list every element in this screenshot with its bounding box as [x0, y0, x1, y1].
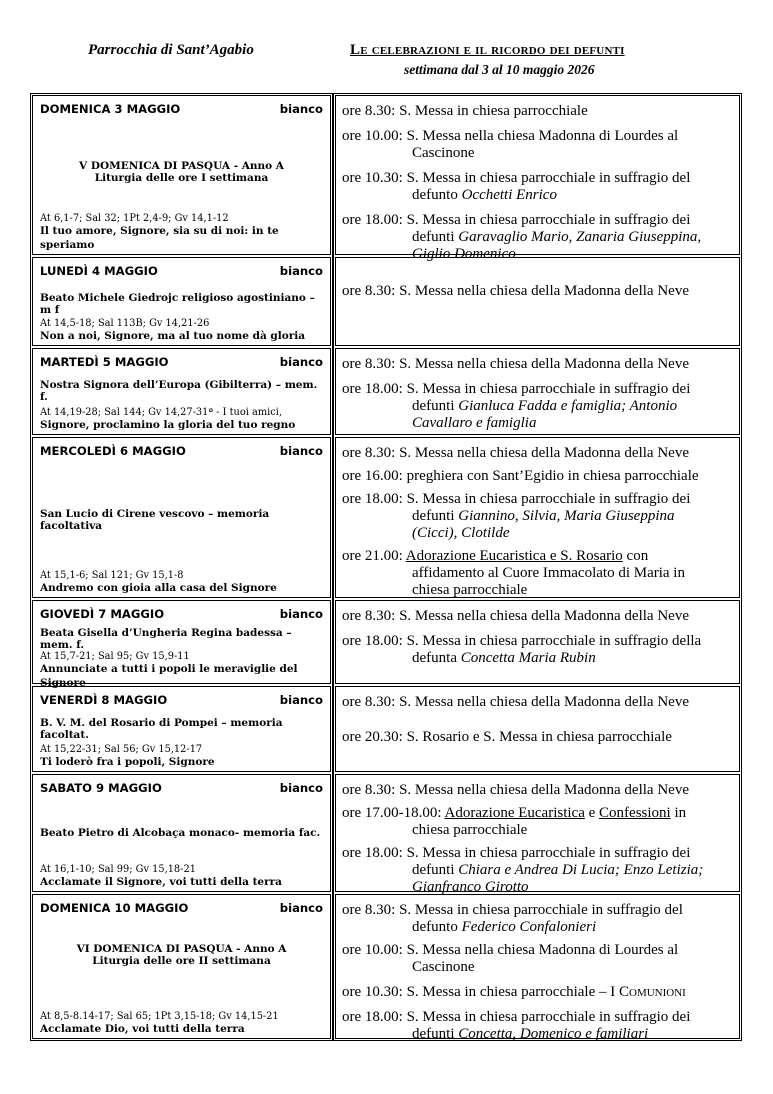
page-title: Le celebrazioni e il ricordo dei defunti [350, 42, 625, 58]
event-text: S. Messa in chiesa parrocchiale in suffragio del [406, 170, 691, 186]
event-time: ore 8.30: [342, 356, 396, 372]
readings: At 14,19-28; Sal 144; Gv 14,27-31ª - I tuoi amici, [40, 406, 282, 418]
day-row [31, 685, 741, 773]
event-item [336, 691, 739, 712]
event-text-line2: defunti [412, 862, 459, 878]
event-text-line2: defunto [412, 919, 462, 935]
event-item [336, 842, 739, 897]
feast-name: V DOMENICA DI PASQUA - Anno A [79, 160, 284, 172]
feast-name: Beato Michele Giedrojc religioso agostiniano – m f [40, 292, 315, 316]
schedule-table [30, 93, 742, 1041]
liturgy-hours: Liturgia delle ore I settimana [94, 172, 269, 184]
event-text: con [622, 548, 649, 564]
events-box [335, 600, 740, 684]
event-text: S. Messa in chiesa parrocchiale in suffragio dei [406, 381, 691, 397]
event-text: S. Messa in chiesa parrocchiale – [406, 984, 611, 1000]
event-text: S. Messa nella chiesa della Madonna della Neve [399, 356, 689, 372]
events-box [335, 348, 740, 435]
readings: At 14,5-18; Sal 113B; Gv 14,21-26 [40, 317, 210, 329]
event-item [336, 545, 739, 600]
readings: At 6,1-7; Sal 32; 1Pt 2,4-9; Gv 14,1-12 [40, 212, 229, 224]
events-box [335, 774, 740, 895]
event-text-line3: chiesa parrocchiale [412, 582, 528, 598]
event-item [336, 353, 739, 374]
event-time: ore 8.30: [342, 283, 396, 299]
event-time: ore 21.00: [342, 548, 403, 564]
liturgical-color: bianco [279, 355, 323, 369]
event-item [336, 1006, 739, 1044]
event-item [336, 100, 739, 121]
liturgy-box [32, 95, 331, 255]
deceased-names-line2: Cavallaro e famiglia [412, 415, 537, 431]
deceased-names: Federico Confalonieri [461, 919, 597, 935]
liturgy-box [32, 348, 331, 435]
feast-name: Beato Pietro di Alcobaça monaco- memoria fac. [40, 827, 321, 839]
event-time: ore 18.00: [342, 1009, 403, 1025]
event-text-line2: chiesa parrocchiale [412, 822, 528, 838]
event-item [336, 726, 739, 747]
deceased-names: Occhetti Enrico [461, 187, 557, 203]
event-item [336, 442, 739, 463]
deceased-names-line2: Gianfranco Girotto [412, 879, 529, 895]
events-box [335, 95, 740, 262]
liturgical-color: bianco [279, 901, 323, 915]
deceased-names: Giannino, Silvia, Maria Giuseppina [458, 508, 675, 524]
readings: At 16,1-10; Sal 99; Gv 15,18-21 [40, 863, 196, 875]
event-item [336, 378, 739, 433]
day-row [31, 256, 741, 347]
deceased-names: Concetta, Domenico e familiari [458, 1026, 649, 1042]
event-time: ore 8.30: [342, 103, 396, 119]
day-row [31, 436, 741, 599]
psalm-response: Acclamate Dio, voi tutti della terra [40, 1022, 245, 1035]
event-text-line2: defunti [412, 508, 459, 524]
event-time: ore 8.30: [342, 782, 396, 798]
event-text-line2: defunto [412, 187, 462, 203]
psalm-response: Acclamate il Signore, voi tutti della terra [40, 875, 282, 888]
underlined-text: Confessioni [599, 805, 671, 821]
event-text-line2: Cascinone [412, 145, 475, 161]
liturgy-hours: Liturgia delle ore II settimana [92, 955, 271, 967]
psalm-response: Non a noi, Signore, ma al tuo nome dà gloria [40, 329, 306, 342]
deceased-names: Garavaglio Mario, Zanaria Giuseppina, [458, 229, 702, 245]
event-time: ore 10.00: [342, 942, 403, 958]
deceased-names: Concetta Maria Rubin [460, 650, 596, 666]
event-time: ore 10.00: [342, 128, 403, 144]
event-item [336, 465, 739, 486]
event-text-line2: affidamento al Cuore Immacolato di Maria in [412, 565, 685, 581]
event-text: S. Messa nella chiesa della Madonna della Neve [399, 283, 689, 299]
feast-name: San Lucio di Cirene vescovo – memoria facoltativa [40, 508, 270, 532]
underlined-text: Adorazione Eucaristica [444, 805, 585, 821]
event-item [336, 209, 739, 264]
event-time: ore 18.00: [342, 491, 403, 507]
event-item [336, 779, 739, 800]
event-time: ore 10.30: [342, 984, 403, 1000]
event-time: ore 18.00: [342, 845, 403, 861]
week-range: settimana dal 3 al 10 maggio 2026 [404, 62, 595, 77]
deceased-names-line2: (Cicci), Clotilde [412, 525, 510, 541]
event-text: S. Messa in chiesa parrocchiale in suffragio dei [406, 212, 691, 228]
day-row [31, 893, 741, 1040]
event-time: ore 8.30: [342, 608, 396, 624]
day-date: SABATO 9 MAGGIO [40, 781, 162, 795]
event-item [336, 488, 739, 543]
event-text: S. Messa in chiesa parrocchiale in suffragio dei [406, 845, 691, 861]
event-time: ore 18.00: [342, 381, 403, 397]
event-text: S. Messa in chiesa parrocchiale in suffragio dei [406, 491, 691, 507]
liturgy-box [32, 437, 331, 598]
liturgy-box [32, 774, 331, 892]
event-text: S. Messa in chiesa parrocchiale in suffragio dei [406, 1009, 691, 1025]
event-text: S. Messa nella chiesa della Madonna della Neve [399, 445, 689, 461]
events-box [335, 686, 740, 772]
event-item [336, 605, 739, 626]
event-text: S. Messa nella chiesa Madonna di Lourdes al [406, 942, 679, 958]
event-text: S. Messa nella chiesa della Madonna della Neve [399, 608, 689, 624]
day-row [31, 773, 741, 893]
liturgy-box [32, 894, 331, 1039]
deceased-names: Chiara e Andrea Di Lucia; Enzo Letizia; [458, 862, 704, 878]
psalm-response: Andremo con gioia alla casa del Signore [40, 581, 277, 594]
readings: At 8,5-8.14-17; Sal 65; 1Pt 3,15-18; Gv 14,15-21 [40, 1010, 279, 1022]
event-text: S. Rosario e S. Messa in chiesa parrocchiale [406, 729, 672, 745]
event-item [336, 981, 739, 1002]
event-text-line2: defunti [412, 1026, 459, 1042]
event-item [336, 899, 739, 937]
psalm-response: Annunciate a tutti i popoli le meraviglie del Signore [40, 663, 298, 690]
day-row [31, 599, 741, 685]
readings: At 15,22-31; Sal 56; Gv 15,12-17 [40, 743, 203, 755]
psalm-response: Ti loderò fra i popoli, Signore [40, 755, 215, 768]
event-text: preghiera con Sant’Egidio in chiesa parrocchiale [406, 468, 699, 484]
liturgy-box [32, 257, 331, 346]
event-text: S. Messa in chiesa parrocchiale in suffragio della [406, 633, 702, 649]
event-time: ore 8.30: [342, 902, 396, 918]
event-text: S. Messa in chiesa parrocchiale [399, 103, 588, 119]
readings: At 15,7-21; Sal 95; Gv 15,9-11 [40, 651, 190, 662]
liturgy-box [32, 600, 331, 690]
feast-name: B. V. M. del Rosario di Pompei – memoria facoltat. [40, 717, 283, 741]
events-box [335, 437, 740, 598]
event-time: ore 8.30: [342, 694, 396, 710]
event-item [336, 630, 739, 668]
event-item [336, 802, 739, 840]
event-time: ore 16.00: [342, 468, 403, 484]
day-row [31, 347, 741, 436]
event-item [336, 939, 739, 977]
underlined-text: Adorazione Eucaristica e S. Rosario [405, 548, 623, 564]
parish-name: Parrocchia di Sant’Agabio [88, 42, 254, 58]
psalm-response: Il tuo amore, Signore, sia su di noi: in te speriamo [40, 224, 279, 251]
event-text-line2: Cascinone [412, 959, 475, 975]
liturgical-color: bianco [279, 693, 323, 707]
liturgical-color: bianco [279, 607, 323, 621]
event-item [336, 280, 739, 301]
liturgy-box [32, 686, 331, 772]
event-text-line2: defunti [412, 398, 459, 414]
event-time: ore 17.00-18.00: [342, 805, 442, 821]
liturgical-color: bianco [279, 444, 323, 458]
event-text-smallcaps: I Comunioni [610, 984, 686, 1000]
day-date: GIOVEDÌ 7 MAGGIO [40, 607, 165, 621]
events-box [335, 894, 740, 1042]
day-date: LUNEDÌ 4 MAGGIO [40, 264, 158, 278]
event-time: ore 20.30: [342, 729, 403, 745]
readings: At 15,1-6; Sal 121; Gv 15,1-8 [40, 569, 184, 581]
event-text: S. Messa nella chiesa Madonna di Lourdes al [406, 128, 679, 144]
event-item [336, 125, 739, 163]
liturgical-color: bianco [279, 264, 323, 278]
event-time: ore 18.00: [342, 212, 403, 228]
liturgical-color: bianco [279, 102, 323, 116]
feast-name: VI DOMENICA DI PASQUA - Anno A [76, 943, 287, 955]
day-date: VENERDÌ 8 MAGGIO [40, 693, 168, 707]
event-text: S. Messa nella chiesa della Madonna della Neve [399, 782, 689, 798]
psalm-response: Signore, proclamino la gloria del tuo regno [40, 418, 296, 431]
event-time: ore 18.00: [342, 633, 403, 649]
liturgical-color: bianco [279, 781, 323, 795]
day-date: MARTEDÌ 5 MAGGIO [40, 355, 169, 369]
deceased-names: Gianluca Fadda e famiglia; Antonio [458, 398, 678, 414]
day-date: DOMENICA 3 MAGGIO [40, 102, 181, 116]
event-text: in [670, 805, 687, 821]
event-time: ore 8.30: [342, 445, 396, 461]
day-date: DOMENICA 10 MAGGIO [40, 901, 189, 915]
event-item [336, 167, 739, 205]
event-text-line2: defunta [412, 650, 461, 666]
day-date: MERCOLEDÌ 6 MAGGIO [40, 444, 186, 458]
events-box [335, 257, 740, 346]
day-row [31, 94, 741, 256]
event-time: ore 10.30: [342, 170, 403, 186]
event-text: S. Messa nella chiesa della Madonna della Neve [399, 694, 689, 710]
event-text: S. Messa in chiesa parrocchiale in suffragio del [399, 902, 683, 918]
event-text-line2: defunti [412, 229, 459, 245]
feast-name: Nostra Signora dell’Europa (Gibilterra) – mem. f. [40, 379, 318, 403]
event-text-mid: e [584, 805, 600, 821]
deceased-names-line2: Giglio Domenico [412, 246, 516, 262]
feast-name: Beata Gisella d’Ungheria Regina badessa – mem. f. [40, 627, 292, 651]
